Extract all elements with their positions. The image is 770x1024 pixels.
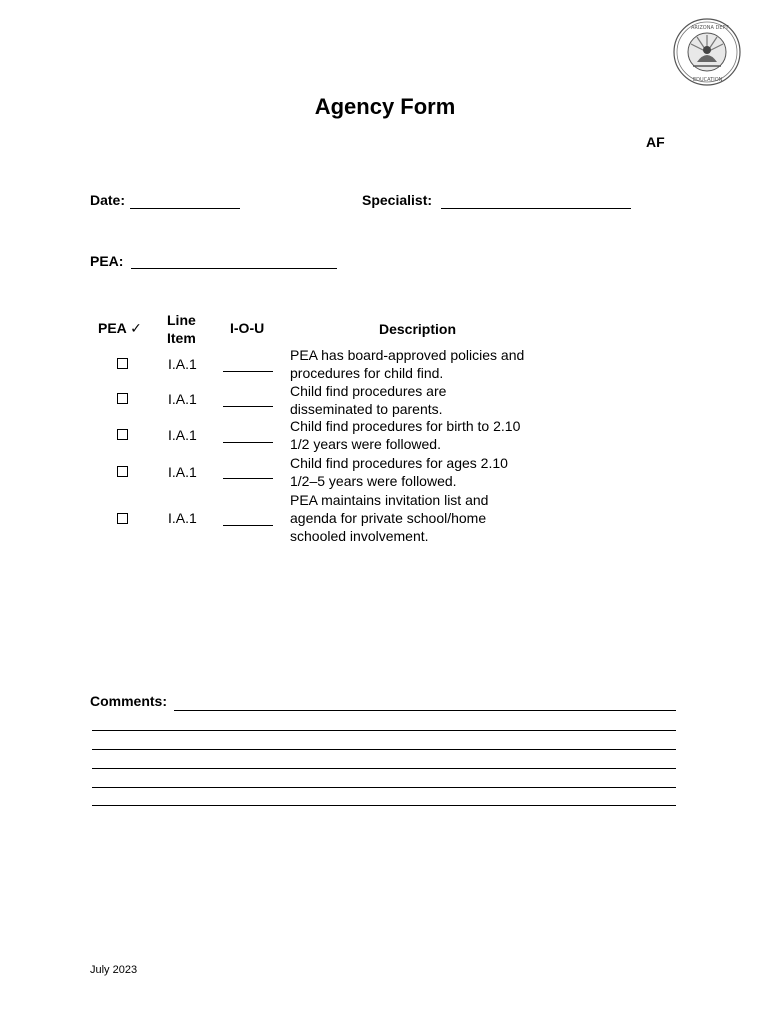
description-line: Child find procedures are: [290, 383, 447, 399]
iou-field[interactable]: [223, 525, 273, 526]
specialist-label: Specialist:: [362, 192, 433, 208]
pea-checkbox[interactable]: [117, 466, 128, 477]
pea-header-text: PEA: [98, 320, 127, 336]
description-line: PEA has board-approved policies and: [290, 347, 525, 363]
description-line: disseminated to parents.: [290, 401, 443, 417]
iou-field[interactable]: [223, 478, 273, 479]
comments-label: Comments:: [90, 693, 168, 709]
description-line: agenda for private school/home: [290, 510, 487, 526]
line-item-cell: I.A.1: [168, 464, 197, 480]
date-label: Date:: [90, 192, 126, 208]
line-item-header-line1: Line: [167, 312, 196, 328]
svg-text:ARIZONA DEPT: ARIZONA DEPT: [691, 25, 729, 31]
svg-text:EDUCATION: EDUCATION: [693, 77, 723, 83]
line-item-cell: I.A.1: [168, 356, 197, 372]
pea-column-header: [98, 320, 142, 337]
department-seal-logo: [673, 18, 741, 86]
comments-field-line[interactable]: [92, 768, 676, 769]
description-cell: [290, 346, 560, 382]
description-cell: [290, 491, 560, 545]
comments-field-line[interactable]: [92, 730, 676, 731]
description-line: 1/2–5 years were followed.: [290, 473, 457, 489]
line-item-header-line2: Item: [167, 330, 196, 346]
description-cell: [290, 382, 560, 418]
specialist-field[interactable]: [441, 208, 631, 209]
page-title: Agency Form: [314, 94, 456, 119]
description-line: PEA maintains invitation list and: [290, 492, 489, 508]
comments-field-line[interactable]: [92, 805, 676, 806]
pea-checkbox[interactable]: [117, 358, 128, 369]
form-code: AF: [646, 134, 665, 150]
description-column-header: Description: [379, 321, 457, 337]
pea-checkbox[interactable]: [117, 513, 128, 524]
description-line: Child find procedures for ages 2.10: [290, 455, 508, 471]
iou-field[interactable]: [223, 406, 273, 407]
pea-label: PEA:: [90, 253, 124, 269]
iou-column-header: I-O-U: [230, 320, 265, 336]
iou-field[interactable]: [223, 371, 273, 372]
checkmark-icon: ✓: [130, 320, 142, 336]
line-item-column-header: [167, 311, 196, 347]
description-line: 1/2 years were followed.: [290, 436, 441, 452]
description-line: procedures for child find.: [290, 365, 444, 381]
comments-field-line[interactable]: [92, 787, 676, 788]
pea-checkbox[interactable]: [117, 393, 128, 404]
description-line: Child find procedures for birth to 2.10: [290, 418, 521, 434]
line-item-cell: I.A.1: [168, 427, 197, 443]
pea-checkbox[interactable]: [117, 429, 128, 440]
comments-field-line[interactable]: [174, 710, 676, 711]
description-line: schooled involvement.: [290, 528, 429, 544]
comments-field-line[interactable]: [92, 749, 676, 750]
footer-date: July 2023: [90, 964, 138, 976]
date-field[interactable]: [130, 208, 240, 209]
description-cell: [290, 454, 560, 490]
pea-field[interactable]: [131, 268, 337, 269]
line-item-cell: I.A.1: [168, 510, 197, 526]
iou-field[interactable]: [223, 442, 273, 443]
description-cell: [290, 417, 560, 453]
line-item-cell: I.A.1: [168, 391, 197, 407]
